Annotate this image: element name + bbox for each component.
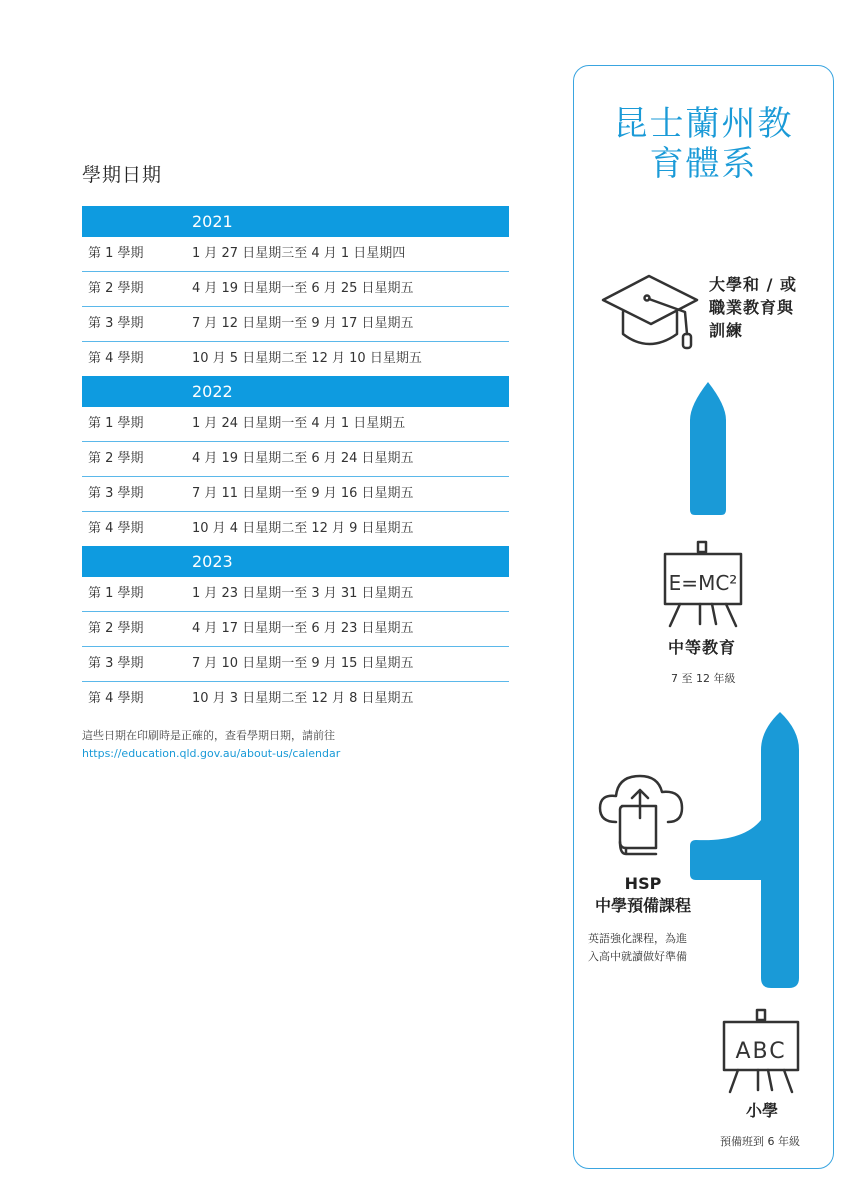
term-name: 第 3 學期: [88, 316, 144, 331]
term-dates: 4 月 17 日星期一至 6 月 23 日星期五: [192, 621, 414, 636]
table-row: [82, 577, 509, 612]
table-row: [82, 342, 509, 376]
university-label: 大學和 / 或 職業教育與 訓練: [709, 275, 797, 340]
term-name: 第 4 學期: [88, 691, 144, 706]
arrow-up-icon: [688, 380, 728, 517]
term-dates: 7 月 10 日星期一至 9 月 15 日星期五: [192, 656, 414, 671]
section-title: 學期日期: [82, 164, 163, 186]
table-row: [82, 512, 509, 546]
term-dates: 4 月 19 日星期二至 6 月 24 日星期五: [192, 451, 414, 466]
year-group: [82, 577, 509, 716]
calendar-link[interactable]: https://education.qld.gov.au/about-us/calendar: [82, 747, 341, 760]
primary-title: 小學: [746, 1101, 779, 1120]
year-header: 2021: [82, 206, 509, 237]
table-row: [82, 477, 509, 512]
abc-text: ABC: [735, 1039, 787, 1064]
term-dates: 7 月 11 日星期一至 9 月 16 日星期五: [192, 486, 414, 501]
footnote-text: 這些日期在印刷時是正確的，查看學期日期，請前往: [82, 729, 335, 742]
arrow-merge-icon: [688, 710, 800, 990]
equation-text: E=MC²: [668, 571, 738, 595]
table-row: [82, 272, 509, 307]
term-name: 第 3 學期: [88, 656, 144, 671]
blackboard-abc-icon: [718, 1008, 804, 1096]
term-name: 第 4 學期: [88, 351, 144, 366]
term-name: 第 2 學期: [88, 281, 144, 296]
term-dates: 10 月 5 日星期二至 12 月 10 日星期五: [192, 351, 422, 366]
term-dates: 1 月 27 日星期三至 4 月 1 日星期四: [192, 246, 406, 261]
term-dates: 1 月 23 日星期一至 3 月 31 日星期五: [192, 586, 414, 601]
table-row: [82, 237, 509, 272]
cloud-upload-book-icon: [596, 768, 688, 860]
term-name: 第 2 學期: [88, 621, 144, 636]
table-row: [82, 407, 509, 442]
term-dates: 1 月 24 日星期一至 4 月 1 日星期五: [192, 416, 406, 431]
term-dates: 10 月 3 日星期二至 12 月 8 日星期五: [192, 691, 414, 706]
term-name: 第 4 學期: [88, 521, 144, 536]
panel-title-line2: 育體系: [649, 144, 758, 184]
table-row: [82, 647, 509, 682]
table-row: [82, 612, 509, 647]
term-dates-table: [82, 206, 509, 716]
term-dates: 7 月 12 日星期一至 9 月 17 日星期五: [192, 316, 414, 331]
term-name: 第 1 學期: [88, 416, 144, 431]
secondary-title: 中等教育: [668, 638, 737, 657]
table-row: [82, 682, 509, 716]
table-row: [82, 307, 509, 342]
footnote: [82, 727, 340, 763]
term-name: 第 3 學期: [88, 486, 144, 501]
term-name: 第 1 學期: [88, 586, 144, 601]
term-name: 第 2 學期: [88, 451, 144, 466]
graduation-cap-icon: [601, 272, 701, 352]
hsp-title: HSP 中學預備課程: [594, 874, 691, 915]
secondary-sub: 7 至 12 年級: [671, 672, 736, 685]
blackboard-emc2-icon: [660, 540, 746, 630]
year-header: 2023: [82, 546, 509, 577]
term-dates: 10 月 4 日星期二至 12 月 9 日星期五: [192, 521, 414, 536]
year-header: 2022: [82, 376, 509, 407]
primary-sub: 預備班到 6 年級: [720, 1135, 800, 1148]
term-dates: 4 月 19 日星期一至 6 月 25 日星期五: [192, 281, 414, 296]
year-group: [82, 407, 509, 546]
term-name: 第 1 學期: [88, 246, 144, 261]
year-group: [82, 237, 509, 376]
panel-title: [573, 104, 834, 184]
table-row: [82, 442, 509, 477]
hsp-desc: 英語強化課程，為進 入高中就讀做好準備: [588, 932, 687, 963]
panel-title-line1: 昆士蘭州教: [613, 104, 794, 144]
